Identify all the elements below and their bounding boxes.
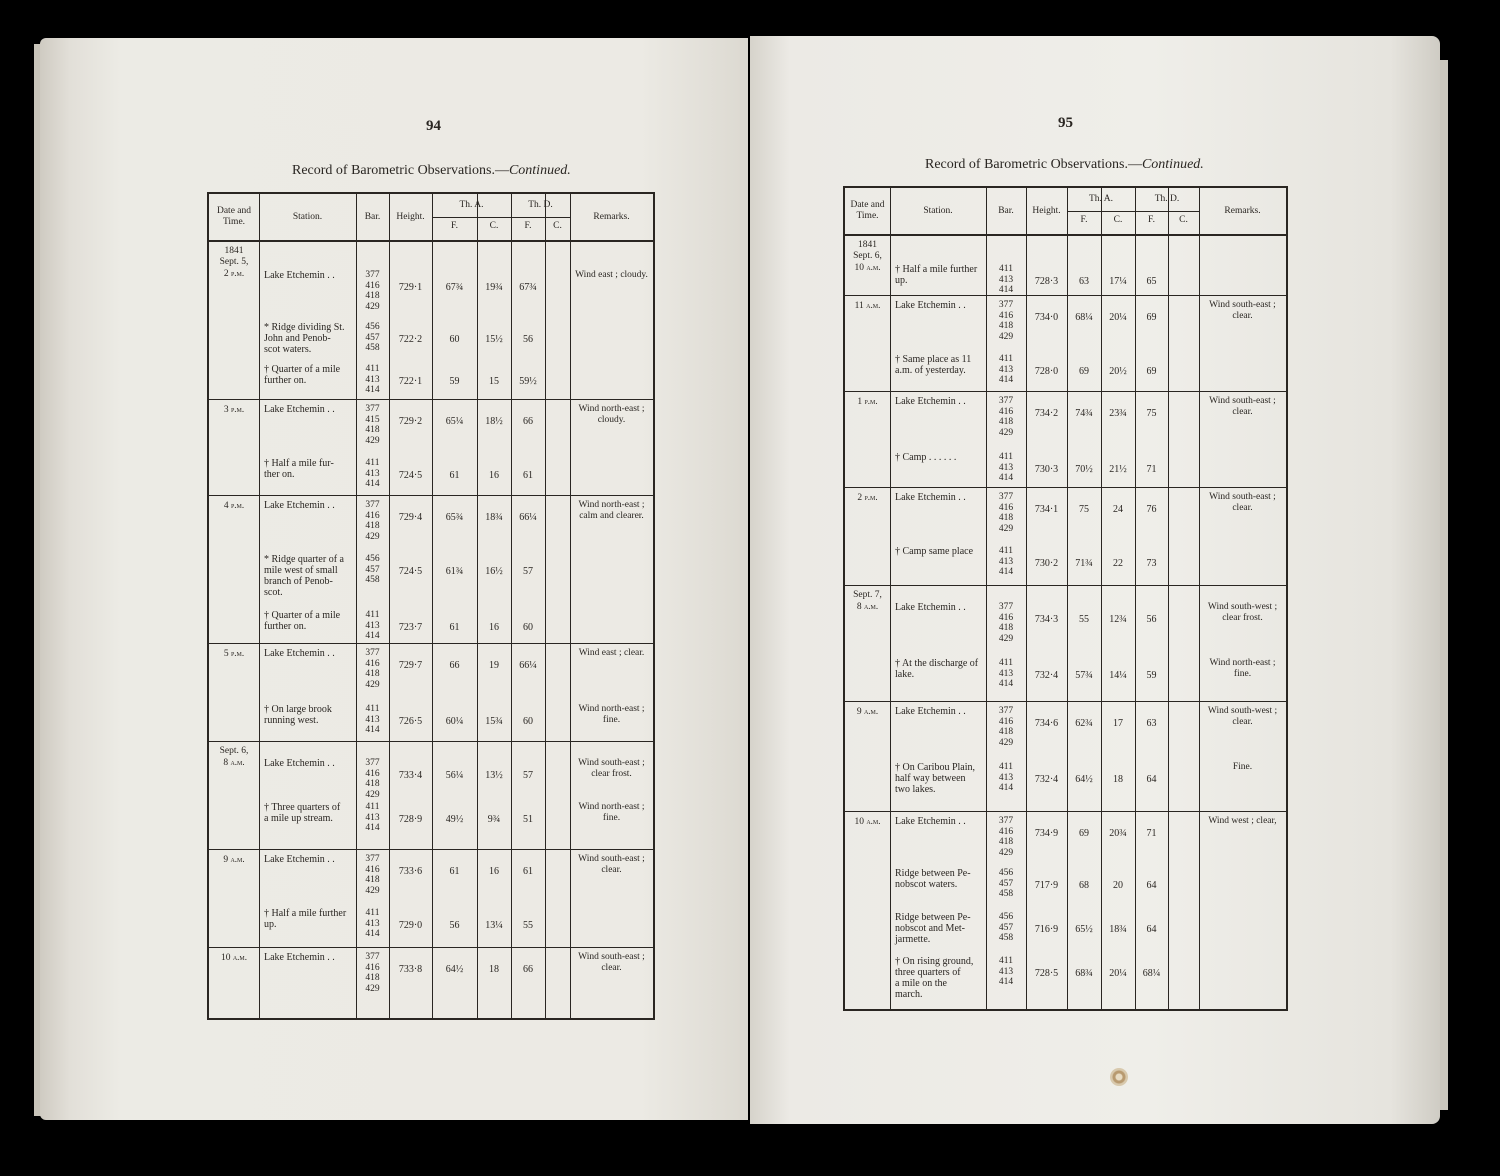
- row-th-d-f: 51: [523, 814, 533, 825]
- group-divider: [209, 495, 653, 496]
- row-date: 9 a.m.: [856, 706, 879, 717]
- row-station: † Half a mile fur- ther on.: [264, 458, 334, 480]
- row-station: Lake Etchemin . .: [895, 396, 966, 407]
- row-th-a-c: 9¾: [487, 814, 501, 825]
- row-height: 728·9: [398, 814, 423, 825]
- row-date: 2 p.m.: [857, 492, 878, 503]
- row-th-d-f: 69: [1146, 366, 1157, 377]
- row-th-d-f: 61: [523, 866, 533, 877]
- header-date: Date and Time.: [850, 200, 885, 221]
- row-remarks: Wind north-east ; calm and clearer.: [578, 500, 645, 521]
- row-station: Lake Etchemin . .: [895, 602, 966, 613]
- row-th-a-f: 68: [1079, 880, 1089, 891]
- row-th-a-f: 65½: [1075, 924, 1093, 935]
- row-bar: 411 413 414: [365, 704, 380, 735]
- row-th-a-c: 22: [1113, 558, 1123, 569]
- row-th-a-f: 65¾: [445, 512, 464, 523]
- header-height: Height.: [396, 212, 425, 222]
- row-th-a-c: 13½: [485, 770, 503, 781]
- group-divider: [209, 849, 653, 850]
- row-th-a-c: 20¾: [1109, 828, 1127, 839]
- row-th-a-c: 17: [1113, 718, 1123, 729]
- left-page-title: [292, 163, 571, 179]
- row-bar: 377 415 418 429: [365, 404, 380, 446]
- row-remarks: Wind west ; clear,: [1208, 816, 1277, 826]
- row-th-d-f: 59½: [519, 376, 537, 387]
- table-header: [845, 188, 1286, 236]
- row-bar: 377 416 418 429: [365, 500, 380, 542]
- left-page-number: 94: [426, 118, 441, 134]
- row-height: 724·5: [398, 566, 423, 577]
- row-th-d-f: 57: [523, 770, 533, 781]
- row-th-d-f: 68¼: [1142, 968, 1161, 979]
- row-th-a-f: 71¾: [1075, 558, 1093, 569]
- row-th-a-c: 20¼: [1109, 968, 1127, 979]
- header-remarks: Remarks.: [593, 212, 630, 222]
- row-th-d-f: 71: [1146, 828, 1157, 839]
- group-divider: [209, 947, 653, 948]
- row-bar: 411 413 414: [365, 364, 380, 395]
- row-th-d-f: 71: [1146, 464, 1157, 475]
- header-remarks: Remarks.: [1224, 206, 1261, 216]
- row-remarks: Wind south-west ; clear.: [1207, 706, 1278, 727]
- row-station: Ridge between Pe- nobscot and Met- jarmette.: [895, 912, 971, 945]
- row-th-a-c: 12¾: [1109, 614, 1127, 625]
- row-th-d-f: 66: [523, 416, 533, 427]
- header-subdivider: [432, 217, 570, 218]
- row-height: 733·8: [398, 964, 423, 975]
- row-date: 5 p.m.: [223, 648, 245, 659]
- header-bar: Bar.: [364, 212, 381, 222]
- row-th-a-f: 66: [449, 660, 460, 671]
- row-height: 733·6: [398, 866, 423, 877]
- row-bar: 456 457 458: [365, 322, 380, 353]
- row-th-a-c: 15¾: [485, 716, 503, 727]
- row-height: 729·2: [398, 416, 423, 427]
- row-th-a-f: 69: [1079, 366, 1089, 377]
- row-remarks: Wind east ; cloudy.: [575, 270, 648, 280]
- row-bar: 377 416 418 429: [998, 706, 1014, 748]
- header-th-a-f: F.: [451, 221, 458, 231]
- row-height: 734·2: [1034, 408, 1059, 419]
- row-remarks: Wind south-east ; clear.: [1209, 300, 1276, 321]
- row-bar: 411 413 414: [998, 956, 1014, 987]
- row-th-a-c: 16: [489, 622, 499, 633]
- row-th-a-c: 20¼: [1109, 312, 1127, 323]
- row-th-a-f: 62¾: [1075, 718, 1093, 729]
- row-date: Sept. 6, 8 a.m.: [219, 746, 249, 768]
- row-th-a-f: 74¾: [1075, 408, 1093, 419]
- row-th-d-f: 64: [1146, 880, 1157, 891]
- row-station: † Camp . . . . . .: [895, 452, 957, 463]
- binding-hole: [1110, 1068, 1128, 1086]
- row-station: Ridge between Pe- nobscot waters.: [895, 868, 971, 890]
- row-th-a-f: 56¼: [445, 770, 464, 781]
- row-bar: 411 413 414: [365, 802, 380, 833]
- row-th-a-c: 18½: [485, 416, 503, 427]
- row-th-d-f: 64: [1146, 774, 1157, 785]
- row-bar: 377 416 418 429: [365, 758, 380, 800]
- row-th-a-f: 59: [449, 376, 460, 387]
- row-remarks: Wind north-east ; cloudy.: [578, 404, 645, 425]
- row-th-a-f: 57¾: [1075, 670, 1093, 681]
- header-bar: Bar.: [998, 206, 1014, 216]
- column-rule: [1199, 188, 1200, 1009]
- row-bar: 377 416 418 429: [365, 854, 380, 896]
- column-rule: [890, 188, 891, 1009]
- row-th-a-c: 18¾: [485, 512, 503, 523]
- row-th-a-f: 61¾: [445, 566, 464, 577]
- row-bar: 456 457 458: [998, 868, 1014, 899]
- row-bar: 377 416 418 429: [365, 952, 380, 994]
- row-height: 729·0: [398, 920, 423, 931]
- row-bar: 377 416 418 429: [998, 816, 1014, 858]
- column-rule: [511, 194, 512, 1018]
- row-th-d-f: 66¼: [519, 660, 537, 671]
- group-divider: [845, 295, 1286, 296]
- row-station: Lake Etchemin . .: [264, 758, 335, 769]
- row-remarks: Wind south-east ; clear.: [1209, 492, 1276, 513]
- header-station: Station.: [923, 206, 953, 216]
- row-th-d-f: 57: [523, 566, 533, 577]
- row-bar: 377 416 418 429: [365, 270, 380, 312]
- row-height: 722·2: [398, 334, 423, 345]
- row-remarks: Wind north-east ; fine.: [1209, 658, 1276, 679]
- group-divider: [209, 399, 653, 400]
- header-date: Date and Time.: [216, 206, 252, 227]
- row-th-a-f: 61: [449, 470, 460, 481]
- row-station: † On Caribou Plain, half way between two lakes.: [895, 762, 975, 795]
- header-th-d: Th. D.: [1154, 194, 1180, 204]
- row-th-a-c: 18¾: [1109, 924, 1127, 935]
- row-bar: 411 413 414: [998, 658, 1014, 689]
- group-divider: [209, 643, 653, 644]
- row-station: * Ridge quarter of a mile west of small branch of Penob- scot.: [264, 554, 344, 598]
- row-th-a-f: 64½: [445, 964, 464, 975]
- row-height: 717·9: [1034, 880, 1059, 891]
- row-date: 11 a.m.: [854, 300, 881, 311]
- row-height: 729·1: [398, 282, 423, 293]
- header-subdivider: [1067, 211, 1199, 212]
- row-th-d-f: 69: [1146, 312, 1157, 323]
- row-remarks: Wind south-east ; clear frost.: [578, 758, 645, 779]
- row-date: 1841 Sept. 6, 10 a.m.: [853, 240, 882, 273]
- row-bar: 411 413 414: [998, 452, 1014, 483]
- row-th-d-f: 56: [1146, 614, 1157, 625]
- row-th-d-f: 60: [523, 716, 533, 727]
- row-station: † At the discharge of lake.: [895, 658, 979, 680]
- row-date: 9 a.m.: [223, 854, 245, 865]
- left-title-italic: Continued.: [508, 163, 571, 178]
- row-height: 728·0: [1034, 366, 1059, 377]
- row-bar: 377 416 418 429: [998, 396, 1014, 438]
- group-divider: [845, 811, 1286, 812]
- column-rule: [259, 194, 260, 1018]
- row-th-d-f: 66¼: [519, 512, 537, 523]
- row-th-a-f: 60: [449, 334, 460, 345]
- row-th-d-f: 76: [1146, 504, 1157, 515]
- row-bar: 411 413 414: [998, 546, 1014, 577]
- column-rule: [389, 194, 390, 1018]
- group-divider: [845, 585, 1286, 586]
- row-station: * Ridge dividing St. John and Penob- scot waters.: [264, 322, 345, 355]
- row-height: 733·4: [398, 770, 423, 781]
- row-height: 734·0: [1034, 312, 1059, 323]
- row-bar: 411 413 414: [998, 354, 1014, 385]
- row-date: 1 p.m.: [857, 396, 878, 407]
- column-rule: [545, 194, 546, 1018]
- row-bar: 411 413 414: [998, 264, 1014, 295]
- row-station: Lake Etchemin . .: [264, 854, 335, 865]
- left-title-main: Record of Barometric Observations.—: [292, 163, 509, 178]
- row-station: Lake Etchemin . .: [895, 816, 966, 827]
- right-page-number: 95: [1058, 115, 1073, 131]
- row-station: Lake Etchemin . .: [264, 952, 335, 963]
- header-th-d-c: C.: [1179, 215, 1188, 225]
- header-th-a: Th. A.: [1088, 194, 1113, 204]
- row-th-a-f: 60¼: [445, 716, 464, 727]
- row-remarks: Wind north-east ; fine.: [578, 704, 645, 725]
- row-th-a-f: 68¾: [1075, 968, 1093, 979]
- group-divider: [845, 701, 1286, 702]
- row-height: 730·2: [1034, 558, 1059, 569]
- row-height: 716·9: [1034, 924, 1059, 935]
- row-height: 730·3: [1034, 464, 1059, 475]
- row-station: Lake Etchemin . .: [264, 404, 335, 415]
- row-th-a-c: 16: [489, 470, 499, 481]
- row-th-a-f: 68¼: [1075, 312, 1093, 323]
- right-title-italic: Continued.: [1141, 157, 1204, 172]
- row-height: 723·7: [398, 622, 423, 633]
- right-observation-table: [843, 186, 1288, 1011]
- row-th-a-c: 14¼: [1109, 670, 1127, 681]
- row-height: 726·5: [398, 716, 423, 727]
- row-bar: 411 413 414: [365, 908, 380, 939]
- header-th-d-f: F.: [1148, 215, 1155, 225]
- row-th-a-f: 75: [1079, 504, 1089, 515]
- row-th-a-c: 15½: [485, 334, 503, 345]
- row-height: 728·5: [1034, 968, 1059, 979]
- row-th-a-f: 61: [449, 622, 460, 633]
- row-th-a-f: 63: [1079, 276, 1089, 287]
- row-th-a-c: 15: [489, 376, 499, 387]
- row-bar: 456 457 458: [365, 554, 380, 585]
- row-height: 722·1: [398, 376, 423, 387]
- row-bar: 411 413 414: [998, 762, 1014, 793]
- row-height: 732·4: [1034, 774, 1059, 785]
- row-station: † Camp same place: [895, 546, 974, 557]
- row-remarks: Wind south-east ; clear.: [578, 952, 645, 973]
- row-th-a-f: 67¾: [445, 282, 464, 293]
- row-station: † Same place as 11 a.m. of yesterday.: [895, 354, 972, 376]
- row-th-a-c: 20: [1113, 880, 1123, 891]
- row-station: Lake Etchemin . .: [264, 270, 335, 281]
- row-th-d-f: 73: [1146, 558, 1157, 569]
- row-height: 734·3: [1034, 614, 1059, 625]
- row-bar: 411 413 414: [365, 458, 380, 489]
- row-th-a-c: 19: [489, 660, 499, 671]
- row-station: † Half a mile further up.: [264, 908, 347, 930]
- row-th-a-c: 16½: [485, 566, 503, 577]
- row-th-a-c: 13¼: [485, 920, 503, 931]
- row-height: 732·4: [1034, 670, 1059, 681]
- left-observation-table: [207, 192, 655, 1020]
- row-date: Sept. 7, 8 a.m.: [853, 590, 882, 612]
- row-station: Lake Etchemin . .: [895, 706, 966, 717]
- row-height: 734·9: [1034, 828, 1059, 839]
- row-th-a-f: 69: [1079, 828, 1089, 839]
- row-th-a-c: 16: [489, 866, 499, 877]
- row-bar: 411 413 414: [365, 610, 380, 641]
- group-divider: [845, 487, 1286, 488]
- row-remarks: Wind north-east ; fine.: [578, 802, 645, 823]
- row-height: 734·1: [1034, 504, 1059, 515]
- row-height: 729·7: [398, 660, 423, 671]
- row-th-d-f: 61: [523, 470, 533, 481]
- row-th-d-f: 66: [523, 964, 533, 975]
- row-remarks: Wind south-west ; clear frost.: [1207, 602, 1278, 623]
- row-height: 728·3: [1034, 276, 1059, 287]
- row-th-a-f: 55: [1079, 614, 1089, 625]
- row-date: 10 a.m.: [854, 816, 881, 827]
- row-th-a-f: 61: [449, 866, 460, 877]
- row-th-d-f: 75: [1146, 408, 1157, 419]
- header-height: Height.: [1032, 206, 1061, 216]
- row-th-a-c: 20½: [1109, 366, 1127, 377]
- row-station: † Three quarters of a mile up stream.: [264, 802, 341, 824]
- row-th-d-f: 55: [523, 920, 533, 931]
- row-station: Lake Etchemin . .: [895, 492, 966, 503]
- column-rule: [432, 194, 433, 1018]
- row-th-a-c: 18: [489, 964, 499, 975]
- row-height: 734·6: [1034, 718, 1059, 729]
- row-station: † Quarter of a mile further on.: [264, 610, 341, 632]
- header-th-d: Th. D.: [528, 200, 553, 210]
- row-th-a-c: 19¾: [485, 282, 503, 293]
- header-th-a-c: C.: [1113, 215, 1123, 225]
- row-station: † On rising ground, three quarters of a mile on the march.: [895, 956, 974, 1000]
- row-bar: 377 416 418 429: [998, 300, 1014, 342]
- column-rule: [1168, 188, 1169, 1009]
- header-th-a-f: F.: [1080, 215, 1088, 225]
- row-station: Lake Etchemin . .: [264, 500, 335, 511]
- row-th-a-f: 56: [449, 920, 460, 931]
- row-date: 10 a.m.: [220, 952, 248, 963]
- right-page-title: [925, 157, 1204, 173]
- row-date: 4 p.m.: [223, 500, 245, 511]
- header-th-d-c: C.: [553, 221, 562, 231]
- right-title-main: Record of Barometric Observations.—: [925, 157, 1142, 172]
- group-divider: [209, 741, 653, 742]
- row-bar: 377 416 418 429: [998, 492, 1014, 534]
- row-station: Lake Etchemin . .: [895, 300, 966, 311]
- row-th-a-c: 17¼: [1109, 276, 1127, 287]
- table-header: [209, 194, 653, 242]
- row-station: † Quarter of a mile further on.: [264, 364, 341, 386]
- row-station: Lake Etchemin . .: [264, 648, 335, 659]
- row-remarks: Wind south-east ; clear.: [578, 854, 645, 875]
- row-th-a-c: 21½: [1109, 464, 1127, 475]
- row-bar: 456 457 458: [998, 912, 1014, 943]
- column-rule: [570, 194, 571, 1018]
- row-bar: 377 416 418 429: [998, 602, 1014, 644]
- row-th-a-c: 23¾: [1109, 408, 1127, 419]
- column-rule: [477, 194, 478, 1018]
- row-th-d-f: 60: [523, 622, 533, 633]
- row-th-a-f: 64½: [1075, 774, 1093, 785]
- row-bar: 377 416 418 429: [365, 648, 380, 690]
- row-remarks: Wind south-east ; clear.: [1209, 396, 1276, 417]
- row-station: † On large brook running west.: [264, 704, 332, 726]
- row-remarks: Wind east ; clear.: [578, 648, 645, 658]
- row-th-a-f: 49½: [445, 814, 464, 825]
- row-th-d-f: 63: [1146, 718, 1157, 729]
- header-th-d-f: F.: [524, 221, 532, 231]
- row-remarks: Fine.: [1232, 762, 1253, 772]
- group-divider: [845, 391, 1286, 392]
- row-th-a-c: 18: [1113, 774, 1123, 785]
- row-th-a-f: 70½: [1075, 464, 1093, 475]
- row-date: 1841 Sept. 5, 2 p.m.: [219, 246, 249, 279]
- row-th-d-f: 67¾: [519, 282, 537, 293]
- row-height: 724·5: [398, 470, 423, 481]
- row-station: † Half a mile further up.: [895, 264, 978, 286]
- row-th-d-f: 59: [1146, 670, 1157, 681]
- row-th-d-f: 56: [523, 334, 533, 345]
- row-th-d-f: 65: [1146, 276, 1157, 287]
- header-th-a-c: C.: [489, 221, 499, 231]
- header-station: Station.: [292, 212, 323, 222]
- header-th-a: Th. A.: [459, 200, 484, 210]
- row-th-a-f: 65¼: [445, 416, 464, 427]
- row-th-d-f: 64: [1146, 924, 1157, 935]
- row-height: 729·4: [398, 512, 423, 523]
- row-th-a-c: 24: [1113, 504, 1123, 515]
- row-date: 3 p.m.: [223, 404, 245, 415]
